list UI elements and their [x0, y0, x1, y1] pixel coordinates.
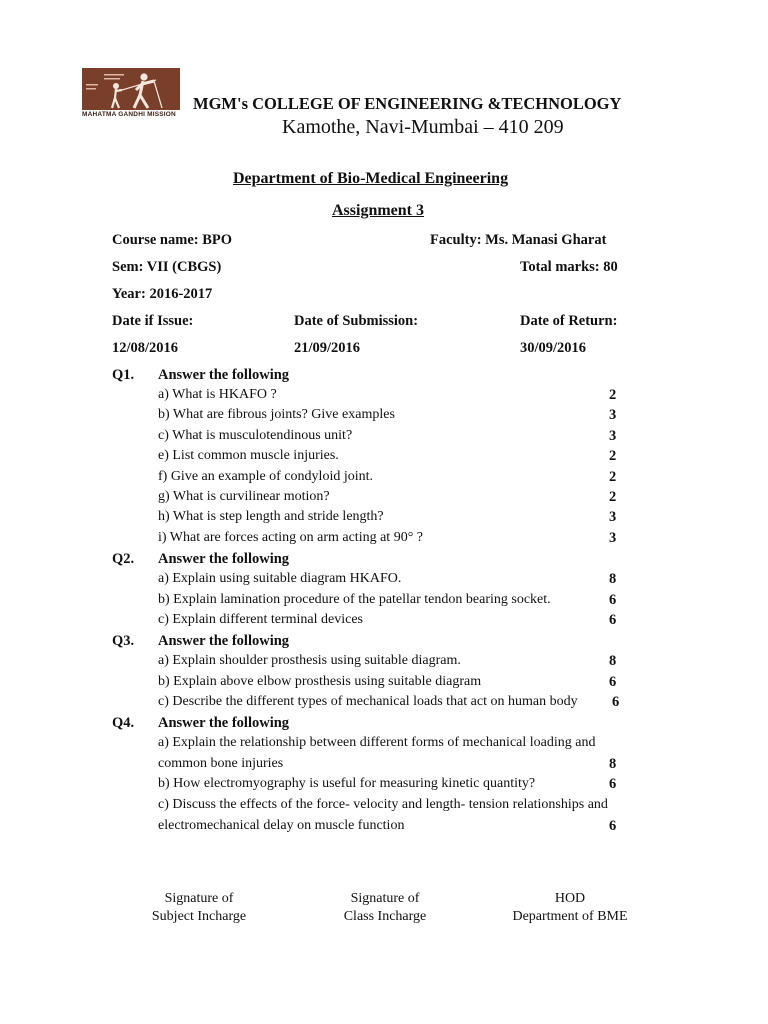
question-item: b) What are fibrous joints? Give examples	[158, 407, 395, 422]
issue-date-label: Date if Issue:	[112, 313, 194, 329]
total-marks: Total marks: 80	[520, 259, 618, 275]
question-marks: 6	[609, 592, 617, 608]
question-number: Q2.	[112, 551, 135, 567]
question-item: g) What is curvilinear motion?	[158, 489, 330, 504]
question-item: b) How electromyography is useful for measuring kinetic quantity?	[158, 776, 536, 791]
question-heading: Answer the following	[158, 367, 290, 383]
question-item: common bone injuries	[158, 756, 284, 771]
question-item: a) What is HKAFO ?	[158, 387, 277, 402]
question-item: c) What is musculotendinous unit?	[158, 428, 353, 443]
question-marks: 3	[609, 509, 617, 525]
question-item: a) Explain shoulder prosthesis using suitable diagram.	[158, 653, 461, 668]
faculty-name: Faculty: Ms. Manasi Gharat	[430, 232, 607, 248]
question-marks: 2	[609, 489, 617, 505]
submission-date: 21/09/2016	[294, 340, 361, 356]
question-heading: Answer the following	[158, 715, 290, 731]
question-marks: 6	[609, 818, 617, 834]
question-item: a) Explain using suitable diagram HKAFO.	[158, 571, 402, 586]
question-marks: 3	[609, 407, 617, 423]
question-marks: 8	[609, 571, 617, 587]
question-marks: 8	[609, 653, 617, 669]
question-heading: Answer the following	[158, 633, 290, 649]
college-logo	[82, 68, 180, 120]
logo-caption: MAHATMA GANDHI MISSION	[82, 111, 176, 118]
question-marks: 2	[609, 469, 617, 485]
logo-caption-band	[82, 110, 180, 120]
question-number: Q1.	[112, 367, 135, 383]
question-number: Q3.	[112, 633, 135, 649]
signature-line: HOD	[554, 891, 586, 906]
question-item: h) What is step length and stride length?	[158, 509, 384, 524]
semester: Sem: VII (CBGS)	[112, 259, 222, 275]
question-marks: 6	[609, 776, 617, 792]
question-item: c) Explain different terminal devices	[158, 612, 363, 627]
question-marks: 6	[612, 694, 620, 710]
question-item: i) What are forces acting on arm acting at 90° ?	[158, 530, 424, 545]
issue-date: 12/08/2016	[112, 340, 179, 356]
signature-role: Subject Incharge	[151, 909, 247, 924]
question-item: f) Give an example of condyloid joint.	[158, 469, 373, 484]
course-name: Course name: BPO	[112, 232, 233, 248]
signature-role: Department of BME	[512, 909, 628, 924]
signature-role: Class Incharge	[343, 909, 427, 924]
question-marks: 8	[609, 756, 617, 772]
academic-year: Year: 2016-2017	[112, 286, 213, 302]
question-item: c) Describe the different types of mechanical loads that act on human body	[158, 694, 578, 709]
gandhi-walking-icon	[82, 68, 180, 110]
return-date-label: Date of Return:	[520, 313, 618, 329]
signature-line: Signature of	[164, 891, 234, 906]
signature-line: Signature of	[350, 891, 420, 906]
question-marks: 2	[609, 448, 617, 464]
question-marks: 3	[609, 428, 617, 444]
department-title: Department of Bio-Medical Engineering	[233, 170, 509, 187]
question-item: e) List common muscle injuries.	[158, 448, 339, 463]
question-marks: 2	[609, 387, 617, 403]
question-item: b) Explain above elbow prosthesis using suitable diagram	[158, 674, 482, 689]
question-item: electromechanical delay on muscle function	[158, 818, 405, 833]
question-item: a) Explain the relationship between different forms of mechanical loading and	[158, 735, 596, 750]
question-marks: 6	[609, 612, 617, 628]
college-name: MGM's COLLEGE OF ENGINEERING &TECHNOLOGY	[193, 94, 622, 113]
question-marks: 3	[609, 530, 617, 546]
question-heading: Answer the following	[158, 551, 290, 567]
hod-signature	[470, 890, 670, 926]
assignment-title: Assignment 3	[332, 202, 425, 219]
question-number: Q4.	[112, 715, 135, 731]
question-item: c) Discuss the effects of the force- velocity and length- tension relationships and	[158, 797, 608, 812]
question-marks: 6	[609, 674, 617, 690]
question-item: b) Explain lamination procedure of the patellar tendon bearing socket.	[158, 592, 551, 607]
return-date: 30/09/2016	[520, 340, 587, 356]
submission-date-label: Date of Submission:	[294, 313, 419, 329]
college-address: Kamothe, Navi-Mumbai – 410 209	[282, 116, 564, 138]
class-incharge-signature	[285, 890, 485, 926]
subject-incharge-signature	[99, 890, 299, 926]
